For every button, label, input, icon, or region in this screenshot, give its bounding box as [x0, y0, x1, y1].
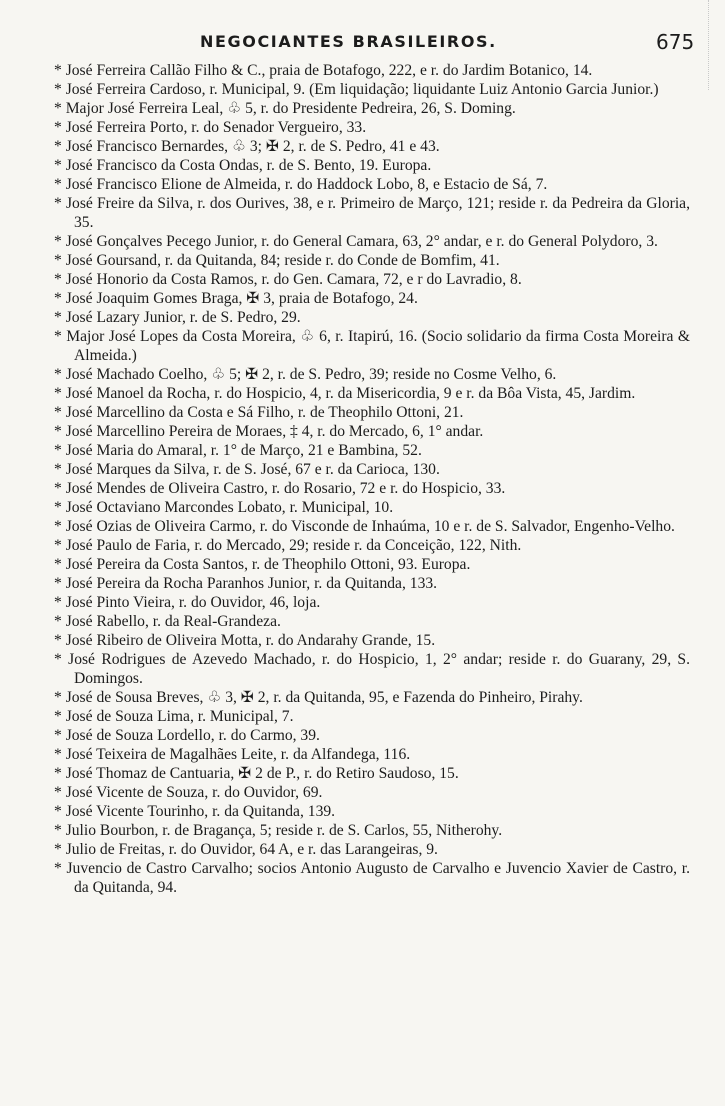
directory-entry: * José Manoel da Rocha, r. do Hospicio, 4, r. da Misericordia, 9 e r. da Bôa Vista, 45, Jardim.	[54, 385, 636, 402]
directory-entry: * José de Souza Lordello, r. do Carmo, 39.	[54, 727, 320, 744]
page-number: 675	[656, 30, 695, 54]
directory-entry: * José Vicente Tourinho, r. da Quitanda, 139.	[54, 803, 336, 820]
directory-entry: * José Teixeira de Magalhães Leite, r. da Alfandega, 116.	[54, 746, 411, 763]
directory-entry: * José Pinto Vieira, r. do Ouvidor, 46, loja.	[54, 594, 321, 611]
directory-entry: * José Marcellino Pereira de Moraes, ‡ 4, r. do Mercado, 6, 1° andar.	[54, 423, 484, 440]
directory-entry: * José Marques da Silva, r. de S. José, 67 e r. da Carioca, 130.	[54, 461, 440, 478]
directory-entry: * Juvencio de Castro Carvalho; socios Antonio Augusto de Carvalho e Juvencio Xavier de Castro, r. da Quitanda, 94.	[54, 860, 690, 896]
directory-entry: * José Pereira da Rocha Paranhos Junior, r. da Quitanda, 133.	[54, 575, 438, 592]
directory-entry: * José Machado Coelho, ♧ 5; ✠ 2, r. de S. Pedro, 39; reside no Cosme Velho, 6.	[54, 366, 557, 383]
directory-entry: * Julio Bourbon, r. de Bragança, 5; reside r. de S. Carlos, 55, Nitherohy.	[54, 822, 503, 839]
directory-entry: * José Goursand, r. da Quitanda, 84; reside r. do Conde de Bomfim, 41.	[54, 252, 500, 269]
directory-entry: * José Mendes de Oliveira Castro, r. do Rosario, 72 e r. do Hospicio, 33.	[54, 480, 506, 497]
directory-entry: * José Rabello, r. da Real-Grandeza.	[54, 613, 281, 630]
directory-entry: * José Thomaz de Cantuaria, ✠ 2 de P., r. do Retiro Saudoso, 15.	[54, 765, 459, 782]
directory-entry: * José Ferreira Callão Filho & C., praia de Botafogo, 222, e r. do Jardim Botanico, 14.	[54, 62, 593, 79]
directory-entry: * José Ferreira Porto, r. do Senador Vergueiro, 33.	[54, 119, 367, 136]
directory-entry: * José Francisco Bernardes, ♧ 3; ✠ 2, r. de S. Pedro, 41 e 43.	[54, 138, 440, 155]
page-title: NEGOCIANTES BRASILEIROS.	[200, 32, 497, 51]
directory-entry: * José Francisco da Costa Ondas, r. de S. Bento, 19. Europa.	[54, 157, 432, 174]
directory-entry: * José Octaviano Marcondes Lobato, r. Municipal, 10.	[54, 499, 394, 516]
directory-entry: * José Freire da Silva, r. dos Ourives, 38, e r. Primeiro de Março, 121; reside r. da Pedreira da Gloria, 35.	[54, 195, 690, 231]
directory-entry: * José Maria do Amaral, r. 1° de Março, 21 e Bambina, 52.	[54, 442, 422, 459]
directory-entry: * José Lazary Junior, r. de S. Pedro, 29.	[54, 309, 301, 326]
directory-entry: * José Gonçalves Pecego Junior, r. do General Camara, 63, 2° andar, e r. do General Polydoro, 3.	[54, 233, 658, 250]
directory-entry: * Julio de Freitas, r. do Ouvidor, 64 A, e r. das Larangeiras, 9.	[54, 841, 438, 858]
directory-entry: * José Paulo de Faria, r. do Mercado, 29; reside r. da Conceição, 122, Nith.	[54, 537, 522, 554]
directory-entry: * José Francisco Elione de Almeida, r. do Haddock Lobo, 8, e Estacio de Sá, 7.	[54, 176, 548, 193]
directory-entry: * José de Souza Lima, r. Municipal, 7.	[54, 708, 294, 725]
directory-entry: * José Honorio da Costa Ramos, r. do Gen. Camara, 72, e r do Lavradio, 8.	[54, 271, 522, 288]
directory-entry: * José de Sousa Breves, ♧ 3, ✠ 2, r. da Quitanda, 95, e Fazenda do Pinheiro, Pirahy.	[54, 689, 583, 706]
directory-entry: * José Vicente de Souza, r. do Ouvidor, 69.	[54, 784, 323, 801]
directory-entry: * José Ferreira Cardoso, r. Municipal, 9. (Em liquidação; liquidante Luiz Antonio Garcia Junior.)	[54, 81, 659, 98]
directory-entries	[54, 61, 690, 897]
directory-entry: * José Marcellino da Costa e Sá Filho, r. de Theophilo Ottoni, 21.	[54, 404, 464, 421]
page-header	[0, 32, 725, 56]
directory-entry: * José Ozias de Oliveira Carmo, r. do Visconde de Inhaúma, 10 e r. de S. Salvador, Engenho-Velho.	[54, 518, 675, 535]
directory-entry: * Major José Lopes da Costa Moreira, ♧ 6, r. Itapirú, 16. (Socio solidario da firma Costa Moreira & Almeida.)	[54, 328, 690, 364]
directory-entry: * José Rodrigues de Azevedo Machado, r. do Hospicio, 1, 2° andar; reside r. do Guarany, 29, S. Domingos.	[54, 651, 690, 687]
directory-entry: * Major José Ferreira Leal, ♧ 5, r. do Presidente Pedreira, 26, S. Doming.	[54, 100, 516, 117]
directory-entry: * José Ribeiro de Oliveira Motta, r. do Andarahy Grande, 15.	[54, 632, 436, 649]
directory-entry: * José Joaquim Gomes Braga, ✠ 3, praia de Botafogo, 24.	[54, 290, 418, 307]
directory-entry: * José Pereira da Costa Santos, r. de Theophilo Ottoni, 93. Europa.	[54, 556, 471, 573]
